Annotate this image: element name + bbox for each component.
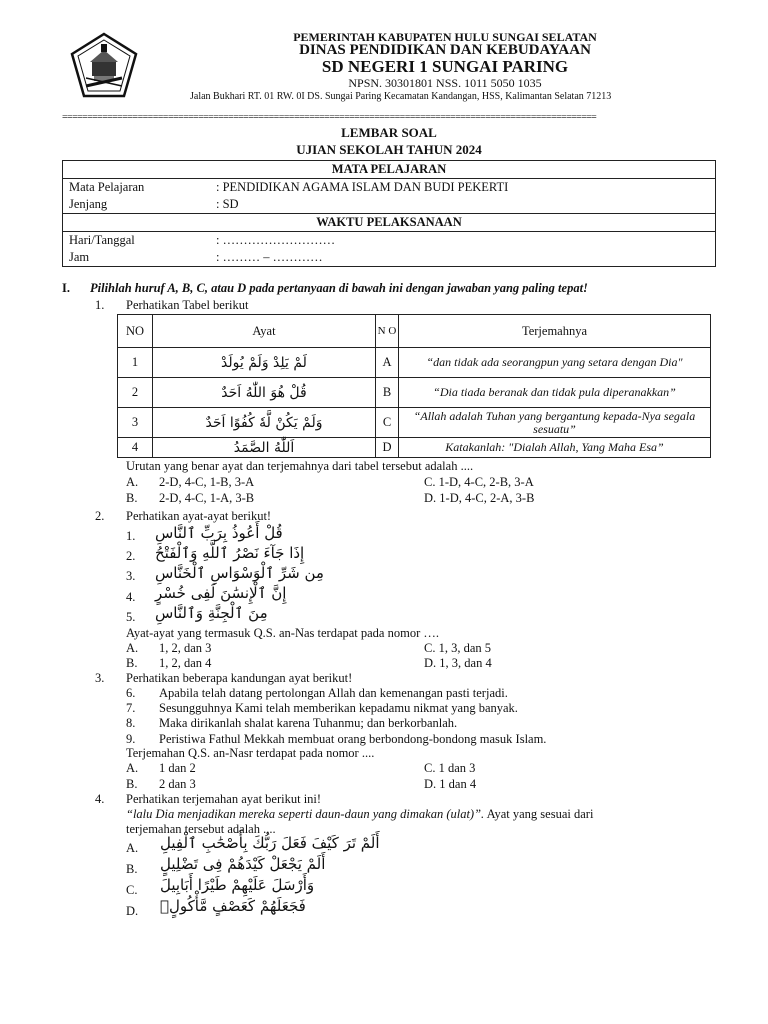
q2-option-b: 1, 2, dan 4 — [159, 656, 212, 670]
row-letter: C — [376, 408, 399, 438]
q2-option-c: C. 1, 3, dan 5 — [424, 641, 492, 655]
q3-item-text: Sesungguhnya Kami telah memberikan kepadamu nikmat yang banyak. — [159, 701, 518, 715]
hour-label: Jam — [63, 249, 211, 267]
q2-item-num: 3. — [126, 569, 136, 583]
q1-option-b: 2-D, 4-C, 1-A, 3-B — [159, 491, 255, 505]
q1-option-a: 2-D, 4-C, 1-B, 3-A — [159, 475, 255, 489]
row-letter: B — [376, 378, 399, 408]
q1-number: 1. — [95, 298, 105, 312]
q2-item-arabic: مِن شَرِّ ٱلْوَسْوَاسِ ٱلْخَنَّاسِ — [155, 564, 324, 582]
q3-item-num: 8. — [126, 716, 136, 730]
table-row — [118, 378, 711, 408]
header-government: PEMERINTAH KABUPATEN HULU SUNGAI SELATAN — [293, 30, 597, 44]
q3-item-text: Apabila telah datang pertolongan Allah dan kemenangan pasti terjadi. — [159, 686, 508, 700]
row-ayat: وَلَمْ يَكُنْ لَّهٗ كُفُوًا اَحَدٌ — [153, 408, 376, 438]
q1-option-b-letter: B. — [126, 491, 138, 505]
doc-subtitle: UJIAN SEKOLAH TAHUN 2024 — [296, 142, 482, 157]
q2-item-num: 1. — [126, 529, 136, 543]
q2-item-num: 4. — [126, 590, 136, 604]
th-translation: Terjemahnya — [399, 315, 711, 348]
row-translation: “dan tidak ada seorangpun yang setara dengan Dia" — [399, 348, 711, 378]
q2-number: 2. — [95, 509, 105, 523]
q1-option-c: C. 1-D, 4-C, 2-B, 3-A — [424, 475, 534, 489]
q4-option-arabic: وَأَرْسَلَ عَلَيْهِمْ طَيْرًا أَبَابِيلَ — [160, 876, 315, 894]
q4-option-letter: C. — [126, 883, 138, 897]
q3-option-d: D. 1 dan 4 — [424, 777, 477, 791]
th-ayat: Ayat — [153, 315, 376, 348]
doc-title: LEMBAR SOAL — [341, 125, 437, 140]
q2-option-a-letter: A. — [126, 641, 139, 655]
th-no: NO — [118, 315, 153, 348]
q4-option-arabic: أَلَمْ تَرَ كَيْفَ فَعَلَ رَبُّكَ بِأَصْحَٰبِ ٱلْفِيلِ — [160, 834, 380, 852]
q4-number: 4. — [95, 792, 105, 806]
table-row — [118, 408, 711, 438]
q4-option-arabic: أَلَمْ يَجْعَلْ كَيْدَهُمْ فِى تَضْلِيلٍ — [160, 855, 326, 873]
row-letter: D — [376, 438, 399, 458]
q4-option-letter: A. — [126, 841, 139, 855]
q2-option-d: D. 1, 3, dan 4 — [424, 656, 492, 670]
header-department: DINAS PENDIDIKAN DAN KEBUDAYAAN — [299, 42, 591, 58]
q3-item-text: Peristiwa Fathul Mekkah membuat orang berbondong-bondong masuk Islam. — [159, 732, 547, 746]
q4-stem: Perhatikan terjemahan ayat berikut ini! — [126, 792, 322, 806]
q2-question: Ayat-ayat yang termasuk Q.S. an-Nas terdapat pada nomor …. — [126, 626, 439, 640]
q2-option-a: 1, 2, dan 3 — [159, 641, 212, 655]
q4-option-arabic: فَجَعَلَهُمْ كَعَصْفٍ مَّأْكُولٍۭ — [160, 897, 306, 915]
q4-prompt — [126, 807, 711, 822]
q3-item-num: 6. — [126, 686, 136, 700]
row-ayat: لَمْ يَلِدْ وَلَمْ يُولَدْ — [153, 348, 376, 378]
school-logo-icon — [70, 32, 138, 100]
row-translation: Katakanlah: "Dialah Allah, Yang Maha Esa” — [399, 438, 711, 458]
instruction-text: Pilihlah huruf A, B, C, atau D pada pertanyaan di bawah ini dengan jawaban yang paling tepat! — [90, 281, 588, 295]
q3-question: Terjemahan Q.S. an-Nasr terdapat pada nomor .... — [126, 746, 375, 760]
subject-value: : PENDIDIKAN AGAMA ISLAM DAN BUDI PEKERTI — [210, 179, 716, 197]
q1-ayat-table — [117, 314, 711, 458]
hour-value: : ……… – ………… — [210, 249, 716, 267]
q2-item-arabic: إِنَّ ٱلْإِنسَٰنَ لَفِى خُسْرٍ — [155, 584, 287, 602]
th-letter: N O — [376, 315, 399, 348]
date-value: : ……………………… — [210, 232, 716, 250]
header-divider: ========================================================================================================== — [62, 112, 597, 123]
row-no: 1 — [118, 348, 153, 378]
q4-quote: “lalu Dia menjadikan mereka seperti daun-daun yang dimakan (ulat)”. — [126, 807, 485, 821]
q3-stem: Perhatikan beberapa kandungan ayat berikut! — [126, 671, 353, 685]
q2-item-arabic: إِذَا جَآءَ نَصْرُ ٱللَّهِ وَٱلْفَتْحُ — [155, 544, 305, 562]
exam-info-table — [62, 160, 716, 267]
q4-option-letter: D. — [126, 904, 139, 918]
q3-option-a: 1 dan 2 — [159, 761, 196, 775]
row-letter: A — [376, 348, 399, 378]
row-no: 3 — [118, 408, 153, 438]
q2-item-num: 5. — [126, 610, 136, 624]
header-address: Jalan Bukhari RT. 01 RW. 0I DS. Sungai Paring Kecamatan Kandangan, HSS, Kalimantan Selatan 71213 — [190, 91, 612, 102]
header-school-name: SD NEGERI 1 SUNGAI PARING — [321, 57, 569, 76]
q3-option-b: 2 dan 3 — [159, 777, 196, 791]
instruction-number: I. — [62, 281, 70, 295]
section-subject: MATA PELAJARAN — [63, 161, 716, 179]
q2-item-arabic: مِنَ ٱلْجِنَّةِ وَٱلنَّاسِ — [155, 604, 268, 622]
row-ayat: قُلْ هُوَ اللّٰهُ اَحَدٌ — [153, 378, 376, 408]
q2-item-num: 2. — [126, 549, 136, 563]
q1-option-d: D. 1-D, 4-C, 2-A, 3-B — [424, 491, 535, 505]
table-row — [118, 348, 711, 378]
row-no: 2 — [118, 378, 153, 408]
level-label: Jenjang — [63, 196, 211, 214]
q3-item-num: 7. — [126, 701, 136, 715]
subject-label: Mata Pelajaran — [63, 179, 211, 197]
q2-item-arabic: قُلْ أَعُوذُ بِرَبِّ ٱلنَّاسِ — [155, 524, 283, 542]
q3-option-a-letter: A. — [126, 761, 139, 775]
q2-stem: Perhatikan ayat-ayat berikut! — [126, 509, 272, 523]
q1-stem: Perhatikan Tabel berikut — [126, 298, 249, 312]
q1-question: Urutan yang benar ayat dan terjemahnya dari tabel tersebut adalah .... — [126, 459, 474, 473]
q3-item-text: Maka dirikanlah shalat karena Tuhanmu; dan berkorbanlah. — [159, 716, 458, 730]
q3-number: 3. — [95, 671, 105, 685]
q3-option-b-letter: B. — [126, 777, 138, 791]
q4-rest2: terjemahan tersebut adalah .... — [126, 822, 276, 836]
q3-item-num: 9. — [126, 732, 136, 746]
q2-option-b-letter: B. — [126, 656, 138, 670]
row-no: 4 — [118, 438, 153, 458]
q1-option-a-letter: A. — [126, 475, 139, 489]
q4-option-letter: B. — [126, 862, 138, 876]
header-npsn: NPSN. 30301801 NSS. 1011 5050 1035 — [348, 76, 542, 90]
level-value: : SD — [210, 196, 716, 214]
row-ayat: اَللّٰهُ الصَّمَدُ — [153, 438, 376, 458]
table-row — [118, 438, 711, 458]
row-translation: “Allah adalah Tuhan yang bergantung kepada-Nya segala sesuatu” — [399, 408, 711, 438]
row-translation: “Dia tiada beranak dan tidak pula diperanakkan” — [399, 378, 711, 408]
q4-rest: Ayat yang sesuai dari — [484, 807, 594, 821]
q3-option-c: C. 1 dan 3 — [424, 761, 476, 775]
section-time: WAKTU PELAKSANAAN — [63, 214, 716, 232]
date-label: Hari/Tanggal — [63, 232, 211, 250]
